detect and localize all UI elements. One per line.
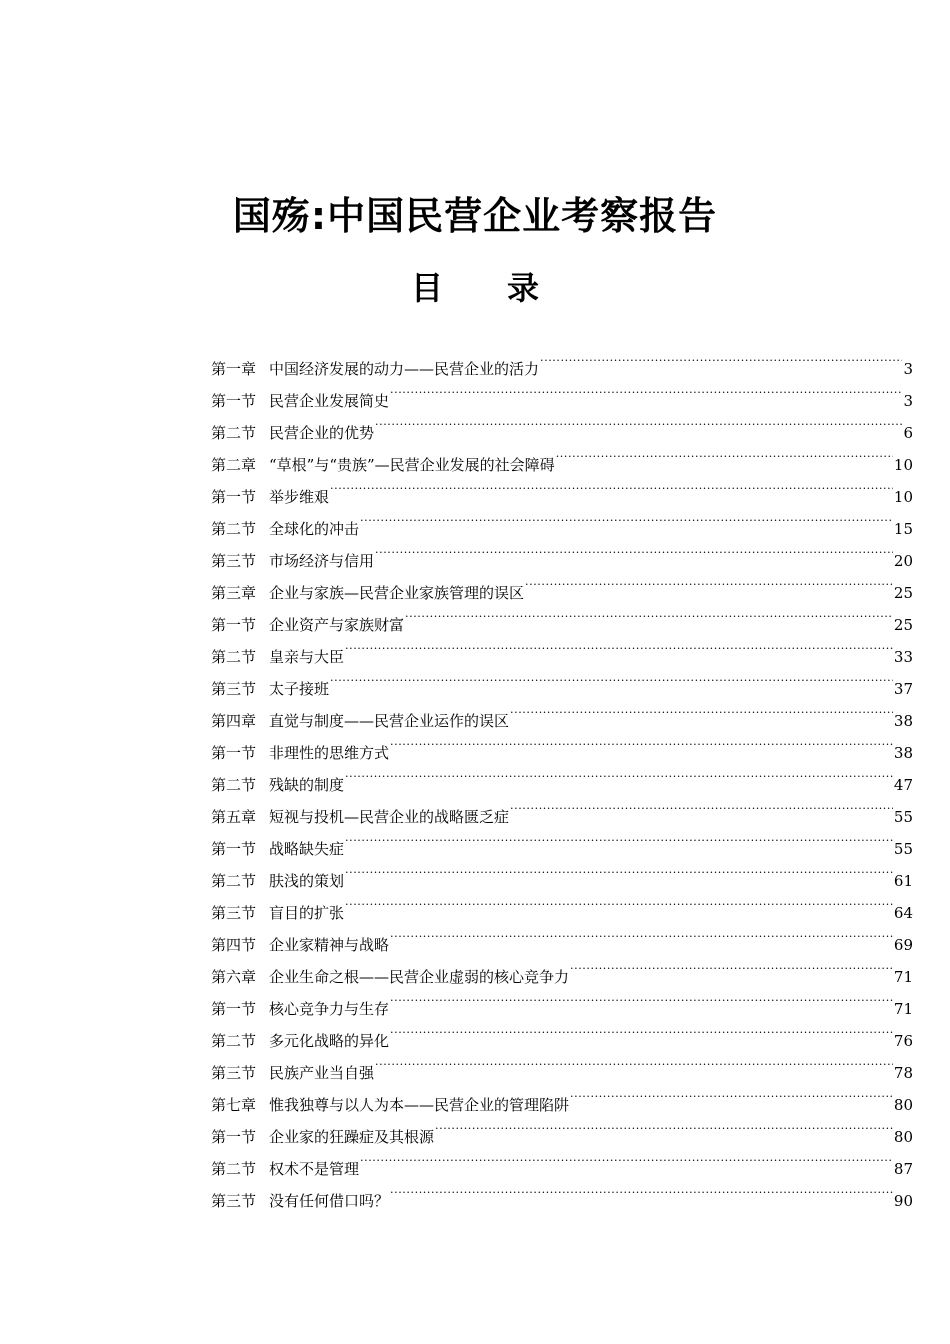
toc-entry-label: 第三节 <box>211 680 257 698</box>
toc-dot-leader <box>510 694 893 726</box>
toc-heading-char-2: 录 <box>507 269 540 307</box>
toc-entry-page-number: 10 <box>893 456 913 474</box>
toc-entry-title: 盲目的扩张 <box>269 904 345 922</box>
toc-entry-page-number: 20 <box>893 552 913 570</box>
toc-entry-title: 残缺的制度 <box>269 776 345 794</box>
toc-entry-label: 第四节 <box>211 936 257 954</box>
toc-dot-leader <box>345 886 893 918</box>
toc-entry-title: 民族产业当自强 <box>269 1064 375 1082</box>
toc-dot-leader <box>570 950 893 982</box>
toc-dot-leader <box>360 502 893 534</box>
toc-entry-page-number: 10 <box>893 488 913 506</box>
toc-entry-page-number: 38 <box>893 744 913 762</box>
toc-entry-page-number: 15 <box>893 520 913 538</box>
toc-dot-leader <box>525 566 893 598</box>
toc-entry-page-number: 55 <box>893 808 913 826</box>
toc-dot-leader <box>390 726 893 758</box>
toc-entry-page-number: 38 <box>893 712 913 730</box>
toc-dot-leader <box>375 1046 893 1078</box>
toc-entry-page-number: 47 <box>893 776 913 794</box>
toc-entry[interactable] <box>211 342 913 378</box>
toc-entry-title: 权术不是管理 <box>269 1160 360 1178</box>
toc-entry-page-number: 71 <box>893 968 913 986</box>
toc-entry-label: 第二节 <box>211 520 257 538</box>
toc-entry-title: 市场经济与信用 <box>269 552 375 570</box>
toc-entry-label: 第一章 <box>211 360 257 378</box>
toc-entry-label: 第三节 <box>211 904 257 922</box>
toc-entry-title: 皇亲与大臣 <box>269 648 345 666</box>
toc-entry-page-number: 61 <box>893 872 913 890</box>
toc-entry-page-number: 64 <box>893 904 913 922</box>
toc-entry-page-number: 6 <box>903 424 913 442</box>
toc-dot-leader <box>556 438 893 470</box>
toc-dot-leader <box>510 790 893 822</box>
toc-entry-title: 民营企业发展简史 <box>269 392 390 410</box>
toc-entry-title: “草根”与“贵族”—民营企业发展的社会障碍 <box>269 456 555 474</box>
toc-entry-title: 民营企业的优势 <box>269 424 375 442</box>
toc-dot-leader <box>360 1142 893 1174</box>
toc-dot-leader <box>405 598 893 630</box>
toc-entry-label: 第二节 <box>211 648 257 666</box>
toc-entry-page-number: 55 <box>893 840 913 858</box>
toc-entry-title: 企业资产与家族财富 <box>269 616 405 634</box>
toc-entry-page-number: 3 <box>903 392 913 410</box>
toc-entry-title: 核心竞争力与生存 <box>269 1000 390 1018</box>
toc-dot-leader <box>435 1110 893 1142</box>
toc-entry-label: 第二节 <box>211 1032 257 1050</box>
toc-heading-char-1: 目 <box>410 269 443 307</box>
toc-entry-title: 多元化战略的异化 <box>269 1032 390 1050</box>
toc-dot-leader <box>345 822 893 854</box>
toc-dot-leader <box>345 630 893 662</box>
toc-entry-page-number: 87 <box>893 1160 913 1178</box>
toc-entry-label: 第五章 <box>211 808 257 826</box>
toc-dot-leader <box>390 982 893 1014</box>
toc-dot-leader <box>390 1174 893 1206</box>
toc-entry-label: 第一节 <box>211 744 257 762</box>
toc-dot-leader <box>375 534 893 566</box>
toc-entry-title: 举步维艰 <box>269 488 330 506</box>
toc-entry-label: 第三节 <box>211 1192 257 1210</box>
toc-entry-title: 企业与家族—民营企业家族管理的误区 <box>269 584 525 602</box>
toc-entry-title: 惟我独尊与以人为本——民营企业的管理陷阱 <box>269 1096 570 1114</box>
toc-dot-leader <box>390 374 902 406</box>
toc-entry-title: 肤浅的策划 <box>269 872 345 890</box>
toc-entry-title: 中国经济发展的动力——民营企业的活力 <box>269 360 540 378</box>
toc-entry-page-number: 3 <box>903 360 913 378</box>
toc-heading <box>0 264 950 312</box>
toc-dot-leader <box>345 854 893 886</box>
toc-entry-label: 第二章 <box>211 456 257 474</box>
toc-dot-leader <box>375 406 902 438</box>
toc-entry-label: 第六章 <box>211 968 257 986</box>
toc-entry-page-number: 33 <box>893 648 913 666</box>
toc-entry-label: 第一节 <box>211 392 257 410</box>
toc-entry-label: 第三节 <box>211 1064 257 1082</box>
toc-dot-leader <box>330 662 893 694</box>
toc-entry-title: 企业家精神与战略 <box>269 936 390 954</box>
toc-entry-label: 第四章 <box>211 712 257 730</box>
toc-entry-page-number: 25 <box>893 616 913 634</box>
toc-dot-leader <box>540 342 902 374</box>
toc-entry-label: 第二节 <box>211 1160 257 1178</box>
toc-entry-title: 企业家的狂躁症及其根源 <box>269 1128 435 1146</box>
toc-entry-page-number: 25 <box>893 584 913 602</box>
toc-entry-title: 太子接班 <box>269 680 330 698</box>
toc-entry-page-number: 80 <box>893 1096 913 1114</box>
toc-entry-page-number: 37 <box>893 680 913 698</box>
toc-entry-page-number: 76 <box>893 1032 913 1050</box>
toc-entry-title: 短视与投机—民营企业的战略匮乏症 <box>269 808 510 826</box>
toc-entry-page-number: 69 <box>893 936 913 954</box>
toc-entry-page-number: 80 <box>893 1128 913 1146</box>
toc-entry-label: 第二节 <box>211 872 257 890</box>
document-title: 国殇:中国民营企业考察报告 <box>232 194 718 238</box>
toc-dot-leader <box>330 470 893 502</box>
toc-entry-title: 非理性的思维方式 <box>269 744 390 762</box>
toc-entry-page-number: 90 <box>893 1192 913 1210</box>
toc-entry-label: 第二节 <box>211 424 257 442</box>
toc-dot-leader <box>345 758 893 790</box>
toc-entry-page-number: 78 <box>893 1064 913 1082</box>
toc-entry-label: 第七章 <box>211 1096 257 1114</box>
toc-entry-title: 直觉与制度——民营企业运作的误区 <box>269 712 510 730</box>
toc-entry-label: 第一节 <box>211 840 257 858</box>
toc-dot-leader <box>570 1078 893 1110</box>
toc-entry-title: 全球化的冲击 <box>269 520 360 538</box>
toc-dot-leader <box>390 918 893 950</box>
toc-entry-page-number: 71 <box>893 1000 913 1018</box>
toc-entry-label: 第一节 <box>211 488 257 506</box>
toc-dot-leader <box>390 1014 893 1046</box>
toc-entry-title: 企业生命之根——民营企业虚弱的核心竞争力 <box>269 968 570 986</box>
toc-entry-label: 第三节 <box>211 552 257 570</box>
toc-entry-label: 第三章 <box>211 584 257 602</box>
toc-entry-label: 第一节 <box>211 1128 257 1146</box>
toc-entry-title: 没有任何借口吗？ <box>269 1192 390 1210</box>
toc-entry-label: 第一节 <box>211 616 257 634</box>
toc-entry-label: 第二节 <box>211 776 257 794</box>
table-of-contents <box>211 342 913 1210</box>
toc-entry-label: 第一节 <box>211 1000 257 1018</box>
toc-entry-title: 战略缺失症 <box>269 840 345 858</box>
